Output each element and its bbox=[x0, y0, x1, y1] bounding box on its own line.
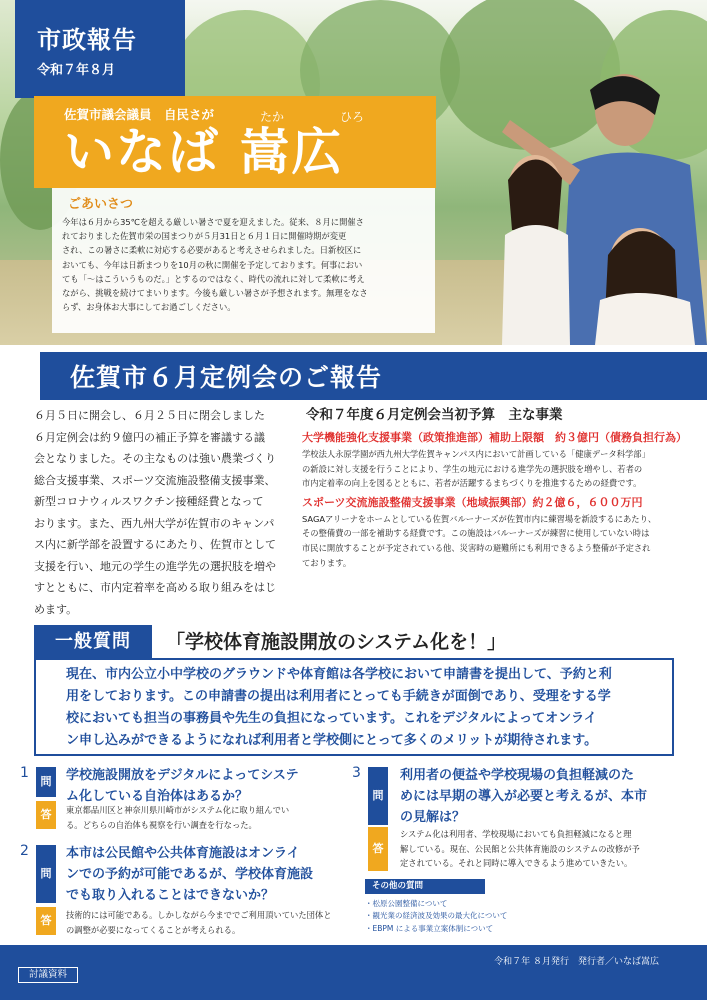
other-question-item: ・観光業の経済波及効果の最大化について bbox=[365, 911, 508, 921]
greeting-line: ても「～はこういうものだ。」とするのではなく、時代の流れに対して柔軟に考え bbox=[62, 273, 365, 284]
answer-line: る。どちらの自治体も視察を行い調査を行なった。 bbox=[66, 819, 257, 830]
question-text bbox=[66, 765, 356, 807]
question-tag: 問 bbox=[36, 845, 56, 903]
question-intro bbox=[34, 660, 674, 756]
question-line: 学校施設開放をデジタルによってシステ bbox=[66, 768, 299, 783]
budget-line: SAGAアリーナをホームとしている佐賀バルーナーズが佐賀市内に練習場を新設するにあたり、 bbox=[302, 513, 657, 524]
banner-notch bbox=[0, 352, 40, 397]
report-date: 令和７年８月 bbox=[37, 63, 116, 78]
answer-line: の調整が必要になってくることが考えられる。 bbox=[66, 924, 241, 935]
section-divider bbox=[40, 397, 707, 400]
question-line: 利用者の便益や学校現場の負担軽減のた bbox=[400, 768, 635, 783]
summary-line: ６月５日に開会し、６月２５日に閉会しました bbox=[34, 409, 265, 422]
summary-line: おります。また、西九州大学が佐賀市のキャンパ bbox=[34, 516, 275, 530]
summary-line: 新型コロナウィルスワクチン接種経費となって bbox=[34, 495, 264, 508]
qa-item-1 bbox=[20, 765, 350, 835]
summary-line: めます。 bbox=[34, 602, 78, 616]
summary-line: ６月定例会は約９億円の補正予算を審議する議 bbox=[34, 430, 265, 444]
budget-line: 学校法人永原学園が西九州大学佐賀キャンパス内において計画している「健康データ科学部」 bbox=[302, 449, 650, 459]
answer-line: システム化は利用者、学校現場においても負担軽減になると理 bbox=[400, 829, 632, 839]
question-line: でも取り入れることはできないか？ bbox=[66, 888, 275, 903]
report-title-box bbox=[15, 0, 185, 98]
budget-item-body bbox=[302, 512, 697, 570]
name-ruby-taka: たか bbox=[260, 110, 285, 124]
publish-info: 令和７年 ８月発行 発行者／いなば嵩広 bbox=[494, 957, 659, 967]
section-banner bbox=[0, 352, 707, 397]
budget-projects bbox=[302, 403, 697, 570]
intro-line: ン申し込みができるようになれば利用者と学校側にとって多くのメリットが期待されます。 bbox=[66, 733, 598, 748]
answer-text bbox=[400, 827, 690, 871]
budget-line: ております。 bbox=[302, 557, 352, 568]
qa-number: 2 bbox=[20, 843, 29, 859]
family-illustration bbox=[450, 70, 707, 345]
session-summary bbox=[34, 405, 282, 620]
greeting-line: おいても、今年は日新まつりを10月の秋に開催を予定しております。何事におい bbox=[62, 259, 363, 270]
question-text bbox=[400, 765, 690, 828]
intro-line: 現在、市内公立小中学校のグラウンドや体育館は各学校において申請書を提出して、予約と利 bbox=[66, 667, 612, 682]
section-title: 佐賀市６月定例会のご報告 bbox=[70, 363, 383, 392]
summary-line: ス内に新学部を設置するにあたり、佐賀市として bbox=[34, 538, 276, 551]
general-question-label: 一般質問 bbox=[34, 625, 152, 658]
answer-line: 解している。現在、公民館と公共体育施設のシステムの改修が予 bbox=[400, 843, 640, 854]
qa-number: 3 bbox=[352, 765, 361, 781]
councillor-role: 佐賀市議会議員 自民さが bbox=[64, 107, 215, 122]
question-tag: 問 bbox=[36, 767, 56, 797]
budget-item-title: 大学機能強化支援事業（政策推進部）補助上限額 約３億円（債務負担行為） bbox=[302, 431, 687, 444]
greeting-line: らず、お身体お大事にしてお過ごしください。 bbox=[62, 302, 236, 313]
budget-title: 令和７年度６月定例会当初予算 主な事業 bbox=[306, 407, 563, 423]
answer-line: 東京都品川区と神奈川県川崎市がシステム化に取り組んでい bbox=[66, 805, 290, 815]
other-question-item: ・EBPM による事業立案体制について bbox=[365, 923, 494, 933]
report-title: 市政報告 bbox=[37, 26, 137, 54]
qa-item-2 bbox=[20, 843, 350, 943]
intro-line: 校においても担当の事務員や先生の負担になっています。これをデジタルによってオンライ bbox=[66, 711, 597, 726]
intro-line: 用をしております。この申請書の提出は利用者にとっても手続きが面倒であり、受理をする学 bbox=[66, 689, 611, 704]
name-ruby-hiro: ひろ bbox=[340, 110, 365, 124]
answer-text bbox=[66, 908, 366, 937]
question-text bbox=[66, 843, 356, 906]
budget-item-title: スポーツ交流施設整備支援事業（地域振興部）約２億６，６００万円 bbox=[302, 495, 643, 509]
other-questions-title: その他の質問 bbox=[365, 879, 485, 894]
budget-line: の新設に対し支援を行うことにより、学生の地元における進学先の選択肢を増やし、若者の bbox=[302, 463, 643, 474]
greeting-line: され、この暑さに柔軟に対応する必要があると考えさせられました。日新校区に bbox=[62, 245, 362, 256]
summary-line: 会となりました。その主なものは強い農業づくり bbox=[34, 452, 276, 465]
greeting-body bbox=[62, 215, 425, 314]
qa-number: 1 bbox=[20, 765, 29, 781]
general-question-topic: 「学校体育施設開放のシステム化を！」 bbox=[166, 631, 507, 653]
question-line: の見解は？ bbox=[400, 810, 466, 825]
answer-tag: 答 bbox=[36, 801, 56, 829]
summary-line: 支援を行い、地元の学生の進学先の選択肢を増や bbox=[34, 559, 276, 573]
question-intro-text bbox=[66, 664, 658, 752]
footer bbox=[0, 945, 707, 1000]
budget-item-body bbox=[302, 447, 697, 491]
qa-item-3 bbox=[352, 765, 692, 875]
greeting-line: れておりました佐賀市栄の国まつりが５月31日と６月１日に開催時期が変更 bbox=[62, 231, 347, 242]
other-questions-list bbox=[365, 898, 507, 935]
summary-line: すとともに、市内定着率を高める取り組みをはじ bbox=[34, 581, 276, 594]
answer-line: 技術的には可能である。しかしながら今まででご利用頂いていた団体と bbox=[66, 910, 332, 920]
answer-tag: 答 bbox=[368, 827, 388, 871]
question-line: めには早期の導入が必要と考えるが、本市 bbox=[400, 789, 648, 804]
other-question-item: ・松原公園整備について bbox=[365, 899, 448, 908]
answer-tag: 答 bbox=[36, 907, 56, 935]
greeting-title: ごあいさつ bbox=[68, 197, 134, 212]
question-line: ンでの予約が可能であるが、学校体育施設 bbox=[66, 867, 314, 882]
budget-line: その整備費の一部を補助する経費です。この施設はバルーナーズが練習に使用していない時は bbox=[302, 528, 650, 539]
summary-line: 総合支援事業、スポーツ交流施設整備支援事業、 bbox=[34, 473, 276, 487]
budget-line: 市内定着率の向上を図るとともに、若者が活躍するまちづくりを推進するための経費です。 bbox=[302, 478, 642, 489]
councillor-name-box bbox=[34, 96, 436, 188]
councillor-name: いなば 嵩広 bbox=[64, 123, 344, 181]
answer-line: 定されている。それと同時に導入できるよう進めていきたい。 bbox=[400, 858, 633, 868]
answer-text bbox=[66, 803, 356, 832]
question-line: ム化している自治体はあるか？ bbox=[66, 789, 249, 804]
question-tag: 問 bbox=[368, 767, 388, 825]
family-figures bbox=[450, 70, 707, 345]
greeting-line: 今年は６月から35℃を超える厳しい暑さで夏を迎えました。従来、８月に開催さ bbox=[62, 217, 364, 227]
discussion-material-tag: 討議資料 bbox=[18, 967, 78, 983]
budget-line: 市民に開放することが予定されている他、災害時の避難所にも利用できるよう整備が予定され bbox=[302, 542, 651, 553]
hero-photo bbox=[0, 0, 707, 345]
question-line: 本市は公民館や公共体育施設はオンライ bbox=[66, 846, 300, 861]
general-question-header bbox=[34, 625, 674, 658]
greeting-line: ながら、挑戦を続けてまいります。今後も厳しい暑さが予想されます。無理をなさ bbox=[62, 288, 368, 299]
greeting-box bbox=[52, 188, 435, 333]
